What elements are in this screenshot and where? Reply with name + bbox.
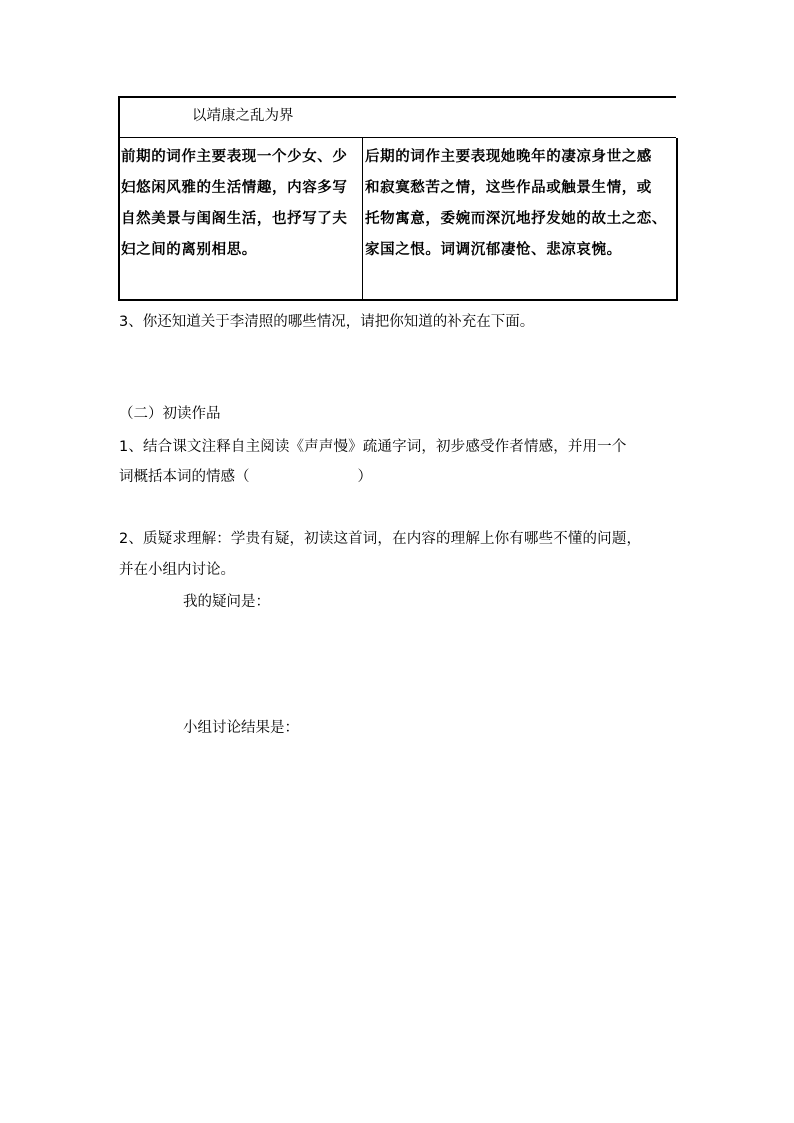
- question-1-line-1: 1、结合课文注释自主阅读《声声慢》疏通字词，初步感受作者情感，并用一个: [119, 439, 627, 455]
- late-period-cell: [365, 142, 675, 266]
- late-period-line: 和寂寞愁苦之情，这些作品或触景生情，或: [365, 180, 652, 196]
- early-period-line: 前期的词作主要表现一个少女、少: [121, 149, 348, 165]
- question-2-line-2: 并在小组内讨论。: [119, 562, 235, 578]
- period-comparison-table: [118, 96, 676, 301]
- question-1-prefix: 词概括本词的情感（: [119, 469, 250, 485]
- table-header-row: [120, 98, 676, 138]
- question-1-line-2: [119, 465, 372, 486]
- my-question-label: 我的疑问是：: [183, 594, 270, 610]
- late-period-line: 托物寓意，委婉而深沉地抒发她的故土之恋、: [365, 211, 667, 227]
- table-header-text: 以靖康之乱为界: [192, 108, 294, 124]
- question-2-line-1: 2、质疑求理解：学贵有疑，初读这首词，在内容的理解上你有哪些不懂的问题，: [119, 531, 642, 547]
- early-period-line: 妇之间的离别相思。: [121, 242, 257, 258]
- early-period-line: 自然美景与闺阁生活，也抒写了夫: [121, 211, 348, 227]
- early-period-line: 妇悠闲风雅的生活情趣，内容多写: [121, 180, 348, 196]
- group-result-label: 小组讨论结果是：: [183, 720, 299, 736]
- table-body-row: [120, 138, 678, 301]
- question-3: 3、你还知道关于李清照的哪些情况，请把你知道的补充在下面。: [119, 314, 535, 330]
- late-period-line: 家国之恨。词调沉郁凄怆、悲凉哀惋。: [365, 242, 622, 258]
- section-title: （二）初读作品: [119, 406, 221, 422]
- late-period-line: 后期的词作主要表现她晚年的凄凉身世之感: [365, 149, 652, 165]
- early-period-cell: [121, 142, 361, 266]
- table-column-divider: [362, 138, 363, 301]
- question-1-suffix: ）: [357, 469, 372, 485]
